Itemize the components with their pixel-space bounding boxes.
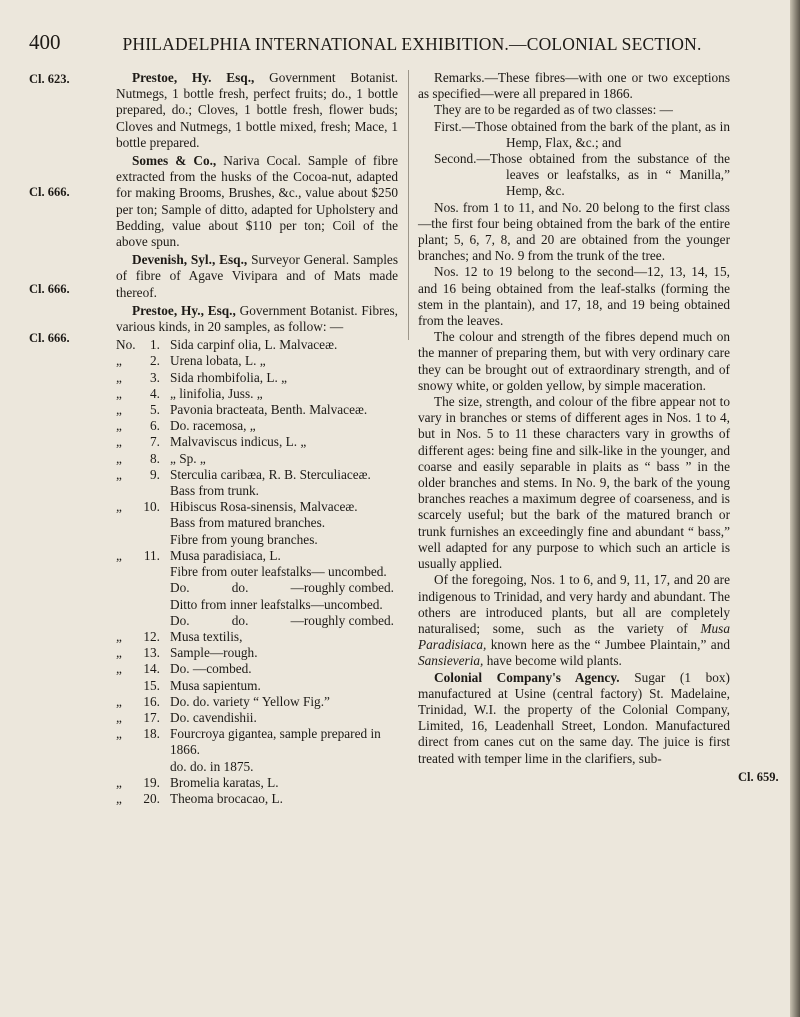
list-text: Sida rhombifolia, L. „ (170, 369, 288, 385)
list-number: 17. (143, 709, 160, 725)
exhibitor-name: Somes & Co., (132, 153, 217, 169)
class-label: Cl. 666. (29, 282, 70, 296)
exhibitor-entry (418, 670, 730, 767)
list-text: Sterculia caribæa, R. B. Sterculiaceæ. (170, 466, 371, 482)
list-text: Do. do. variety “ Yellow Fig.” (170, 693, 330, 709)
running-head: PHILADELPHIA INTERNATIONAL EXHIBITION.—COLONIAL SECTION. (122, 34, 702, 54)
entry-text: Sugar (1 box) manufactured at Usine (central factory) St. Madelaine, Trinidad, W.I. the property of the Colonial Company, Limited, 16, Leadenhall Street, London. Manufactured direct from canes cut on the same day. The juice is first treated with temper lime in the clarifiers, sub- (418, 669, 730, 766)
list-item (116, 710, 398, 726)
entry-text: Government Botanist. Nutmegs, 1 bottle fresh, perfect fruits; do., 1 bottle prepared, do.; Cloves, 1 bottle fresh, flower buds; Cloves and Nutmegs, 1 bottle mixed, fresh; Mace, 1 bottle prepared. (116, 70, 398, 150)
list-number: 11. (143, 547, 160, 563)
list-item (116, 645, 398, 661)
list-no-label: No. (116, 337, 136, 353)
ditto-text: Do. (170, 580, 190, 596)
ditto-mark: „ (116, 499, 122, 515)
exhibitor-entry (116, 303, 398, 335)
entry-text: Government Botanist. Fibres, various kinds, in 20 samples, as follow: — (116, 302, 398, 335)
list-subline: Bass from trunk. (170, 483, 260, 499)
class-label-first: First. (434, 118, 462, 134)
list-text: Musa textilis, (170, 628, 243, 644)
fibre-list (116, 337, 398, 807)
list-subline (116, 613, 398, 629)
list-text: Sample—rough. (170, 645, 258, 661)
list-item (116, 694, 398, 710)
list-number: 7. (150, 434, 160, 450)
list-text: Sida carpinf olia, L. Malvaceæ. (170, 337, 338, 353)
ditto-text: —roughly combed. (290, 612, 394, 628)
ditto-mark: „ (116, 726, 122, 742)
list-number: 14. (143, 661, 160, 677)
ditto-mark: „ (116, 434, 122, 450)
list-text: Do. cavendishii. (170, 709, 257, 725)
list-text: Theoma brocacao, L. (170, 790, 283, 806)
remarks-paragraph: Nos. 12 to 19 belong to the second—12, 13, 14, 15, and 16 being obtained from the leaf-stalks (forming the stem in the plantain), and 17, 18, and 19 being obtained from the leaves. (418, 264, 730, 329)
ditto-mark: „ (116, 466, 122, 482)
ditto-mark: „ (116, 790, 122, 806)
list-number: 9. (150, 466, 160, 482)
right-column (418, 70, 730, 767)
list-number: 5. (150, 402, 160, 418)
list-item (116, 726, 398, 758)
list-text: Musa paradisiaca, L. (170, 547, 281, 563)
italic-text: Musa Paradisiaca, (418, 620, 730, 653)
ditto-text: do. (231, 612, 249, 628)
list-text: Urena lobata, L. „ (170, 353, 266, 369)
list-item (116, 661, 398, 677)
list-text: Do. racemosa, „ (170, 418, 256, 434)
entry-text: Nariva Cocal. Sample of fibre extracted from the husks of the Cocoa-nut, adapted for making Brooms, Brushes, &c., value about $250 per ton; Sample of ditto, adapted for Upholstery and Bedding, value about $110 per ton; Coil of the above spun. (116, 153, 399, 250)
list-text: Do. —combed. (170, 661, 252, 677)
remarks-paragraph: Remarks.—These fibres—with one or two exceptions as specified—were all prepared in 1866. (418, 70, 730, 102)
exhibitor-name: Prestoe, Hy. Esq., (132, 70, 255, 85)
list-subline: do. do. in 1875. (170, 758, 254, 774)
paragraph-text: known here as the “ Jumbee Plaintain,” and (486, 637, 730, 653)
list-number: 18. (143, 726, 160, 742)
list-number: 1. (150, 337, 160, 353)
exhibitor-entry (116, 70, 398, 151)
list-number: 20. (143, 790, 160, 806)
exhibitor-entry (116, 153, 398, 250)
ditto-text: do. (231, 580, 249, 596)
list-item (116, 434, 398, 450)
list-subline (116, 580, 398, 596)
class-label: Cl. 666. (29, 185, 70, 199)
list-number: 10. (143, 499, 160, 515)
remarks-paragraph: The colour and strength of the fibres depend much on the manner of preparing them, but with very ordinary care they can be brought out of extraordinary strength, and of snowy white, or golden yellow, by simple maceration. (418, 329, 730, 393)
list-item (116, 370, 398, 386)
ditto-mark: „ (116, 709, 122, 725)
ditto-mark: „ (116, 450, 122, 466)
left-column (116, 70, 398, 807)
page-edge-shadow (790, 0, 800, 1017)
list-number: 4. (150, 385, 160, 401)
ditto-mark: „ (116, 661, 122, 677)
entry-text: Surveyor General. Samples of fibre of Agave Vivipara and of Mats made thereof. (116, 252, 398, 300)
class-label: Cl. 623. (29, 72, 70, 86)
ditto-mark: „ (116, 628, 122, 644)
ditto-mark: „ (116, 353, 122, 369)
list-subline: Ditto from inner leafstalks—uncombed. (170, 596, 383, 612)
list-subline: Bass from matured branches. (170, 515, 326, 531)
list-item (116, 418, 398, 434)
ditto-text: —roughly combed. (290, 580, 394, 596)
exhibitor-name: Colonial Company's Agency. (434, 669, 620, 685)
paragraph-text: have become wild plants. (483, 653, 622, 669)
list-number: 8. (150, 450, 160, 466)
list-text: Bromelia karatas, L. (170, 774, 279, 790)
remarks-paragraph: They are to be regarded as of two classes: — (434, 102, 673, 118)
class-text: —Those obtained from the substance of the leaves or leafstalks, as in “ Manilla,” Hemp, &c. (476, 151, 730, 199)
class-label: Cl. 659. (738, 770, 779, 784)
list-number: 16. (143, 693, 160, 709)
ditto-mark: „ (116, 774, 122, 790)
italic-text: Sansieveria, (418, 653, 484, 669)
ditto-mark: „ (116, 385, 122, 401)
list-text: Fourcroya gigantea, sample prepared in 1866. (170, 726, 381, 758)
exhibitor-name: Devenish, Syl., Esq., (132, 252, 248, 268)
list-number: 15. (143, 677, 160, 693)
list-number: 13. (143, 645, 160, 661)
list-item (116, 678, 398, 694)
exhibitor-entry (116, 252, 398, 301)
list-item (116, 791, 398, 807)
ditto-mark: „ (116, 547, 122, 563)
list-item (116, 402, 398, 418)
list-item (116, 451, 398, 467)
class-definition (418, 151, 730, 200)
list-item (116, 629, 398, 645)
list-number: 19. (143, 774, 160, 790)
list-item (116, 337, 398, 353)
list-text: Pavonia bracteata, Benth. Malvaceæ. (170, 402, 368, 418)
ditto-text: Do. (170, 612, 190, 628)
list-number: 3. (150, 369, 160, 385)
list-text: Hibiscus Rosa-sinensis, Malvaceæ. (170, 499, 358, 515)
paragraph-text: Of the foregoing, Nos. 1 to 6, and 9, 11, 17, and 20 are indigenous to Trinidad, and very hardy and abundant. The others are introduced plants, but all are completely naturalised; some, such as the variety of (418, 572, 730, 636)
list-text: „ Sp. „ (170, 450, 206, 466)
remarks-paragraph (418, 572, 730, 669)
list-text: Musa sapientum. (170, 677, 261, 693)
page-header (0, 30, 790, 60)
column-rule (408, 70, 409, 340)
ditto-mark: „ (116, 418, 122, 434)
list-number: 12. (143, 628, 160, 644)
exhibitor-name: Prestoe, Hy., Esq., (132, 302, 236, 318)
list-subline: Fibre from outer leafstalks— uncombed. (170, 564, 387, 580)
list-item (116, 499, 398, 515)
list-item (116, 386, 398, 402)
list-item (116, 353, 398, 369)
list-text: Malvaviscus indicus, L. „ (170, 434, 307, 450)
class-label: Cl. 666. (29, 331, 70, 345)
ditto-mark: „ (116, 645, 122, 661)
ditto-mark: „ (116, 402, 122, 418)
remarks-paragraph: Nos. from 1 to 11, and No. 20 belong to the first class—the first four being obtained from the bark of the entire plant; 5, 6, 7, 8, and 20 are obtained from the younger branches; and No. 9 from the trunk of the tree. (418, 199, 730, 264)
list-number: 2. (150, 353, 160, 369)
class-label-second: Second. (434, 151, 477, 167)
list-subline: Fibre from young branches. (170, 531, 318, 547)
remarks-paragraph: The size, strength, and colour of the fibre appear not to vary in branches or stems of different ages in Nos. 1 to 4, but in Nos. 5 to 11 these characters vary in growths of different ages: being fine and silk-like in the younger, and coarse and easily separable in plaits as “ bass ” in the older branches and stems. In No. 9, the bark of the young branches reaches a maximum degree of coarseness, and is scarcely useful; but the bark of the matured branch or trunk furnishes an exceedingly fine and abundant “ bass,” well adapted for any purpose to which such an article is usually applied. (418, 394, 730, 572)
list-item (116, 548, 398, 564)
class-definition (418, 119, 730, 151)
page-number: 400 (29, 30, 61, 54)
list-text: „ linifolia, Juss. „ (170, 385, 263, 401)
list-item (116, 467, 398, 483)
class-text: —Those obtained from the bark of the plant, as in Hemp, Flax, &c.; and (461, 118, 730, 150)
ditto-mark: „ (116, 369, 122, 385)
ditto-mark: „ (116, 693, 122, 709)
list-item (116, 775, 398, 791)
list-number: 6. (150, 418, 160, 434)
